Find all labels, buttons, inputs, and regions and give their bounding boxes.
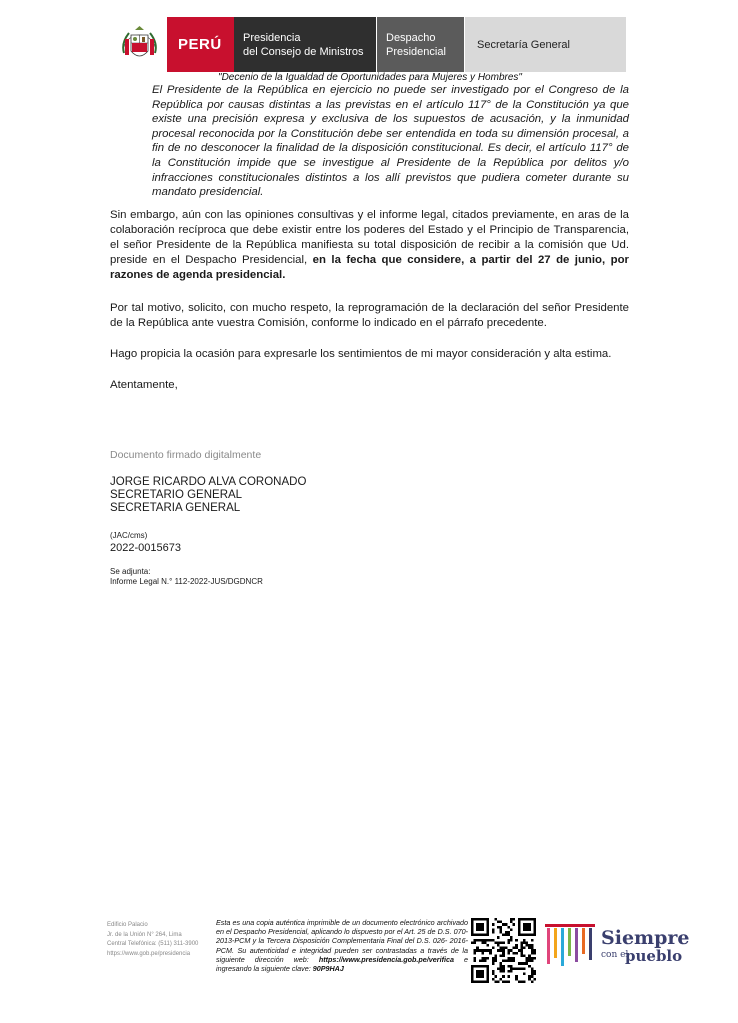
verify-url[interactable]: https://www.presidencia.gob.pe/verifica [318,954,454,964]
decenio-motto: "Decenio de la Igualdad de Oportunidades para Mujeres y Hombres" [218,72,522,83]
peru-label: PERÚ [167,17,234,72]
siempre-con-el-pueblo-logo [543,920,693,975]
quoted-paragraph: El Presidente de la República en ejercicio no puede ser investigado por el Congreso de la República por causas distintas a las previstas en el artículo 117° de la Constitución ya que existe una precisión expresa y exclusiva de los supuestos de acusación, y la inmunidad procesal reconocida por la Constitución debe ser entendida en toda su dimensión procesal, a fin de no desconocer la finalidad de la disposición constitucional. Es decir, el artículo 117° de la Constitución impide que se investigue al Presidente de la República por delitos y/o infracciones constitucionales distintos a los allí previstos que pudiera cometer durante su mandato presidencial. [152,84,629,199]
reference-block [110,530,181,555]
authenticity-text-2: e ingresando la siguiente clave: [216,954,468,974]
signature-block [110,476,306,515]
address-line-1: Edificio Palacio [107,922,148,928]
attachment-label: Se adjunta: [110,567,151,576]
secretaria-label: Secretaría General [465,17,626,72]
despacho-line-1: Despacho [386,31,436,44]
reference-number: 2022-0015673 [110,542,181,554]
pcm-line-1: Presidencia [243,31,301,44]
despacho-label [377,17,464,72]
peru-coat-of-arms-icon [112,17,167,72]
verify-key: 90P9HAJ [312,964,344,974]
qr-code-icon [471,918,536,983]
slogan-pueblo: pueblo [625,947,683,965]
address-line-3: Central Telefónica: (511) 311-3900 [107,941,199,947]
signer-title-2: SECRETARIA GENERAL [110,502,241,514]
address-line-4[interactable]: https://www.gob.pe/presidencia [107,950,191,957]
digitally-signed-note: Documento firmado digitalmente [110,449,262,461]
attachment-block [110,567,263,587]
authenticity-note [216,918,468,973]
slogan-bars-icon [543,922,597,968]
paragraph-1-text: Sin embargo, aún con las opiniones consultivas y el informe legal, citados previamente, en aras de la colaboración recíproca que debe existir entre los poderes del Estado y el Principio de Transparencia, el señor Presidente de la República manifiesta su total disposición de recibir a la comisión que Ud. preside en el Despacho Presidencial, [110,209,629,266]
authenticity-text-1: Esta es una copia auténtica imprimible de un documento electrónico archivado en el Despacho Presidencial, aplicando lo dispuesto por el Art. 25 de D.S. 070-2013-PCM y la Tercera Disposición Complementaria Final del D.S. 026- 2016-PCM. Su autenticidad e integridad pueden ser contrastadas a través de la siguiente dirección web: [216,918,468,964]
slogan-con-el: con el [601,950,629,960]
letterhead [112,17,626,72]
signer-title-1: SECRETARIO GENERAL [110,489,243,501]
paragraph-2: Por tal motivo, solicito, con mucho respeto, la reprogramación de la declaración del señor Presidente de la República ante vuestra Comisión, conforme lo indicado en el párrafo precedente. [110,302,629,329]
signer-name: JORGE RICARDO ALVA CORONADO [110,476,307,488]
pcm-line-2: del Consejo de Ministros [243,45,364,58]
paragraph-1 [110,208,629,283]
footer-address [107,921,198,959]
despacho-line-2: Presidencial [386,45,446,58]
pcm-label [234,17,376,72]
reference-initials: (JAC/cms) [110,531,148,540]
attachment-item: Informe Legal N.° 112-2022-JUS/DGDNCR [110,577,263,586]
paragraph-1-bold: en la fecha que considere, a partir del 27 de junio, por razones de agenda presidencial. [110,254,629,281]
closing: Atentamente, [110,379,178,391]
paragraph-3: Hago propicia la ocasión para expresarle los sentimientos de mi mayor consideración y alta estima. [110,348,612,360]
slogan-siempre: Siempre [601,927,690,949]
address-line-2: Jr. de la Unión N° 264, Lima [107,931,182,938]
